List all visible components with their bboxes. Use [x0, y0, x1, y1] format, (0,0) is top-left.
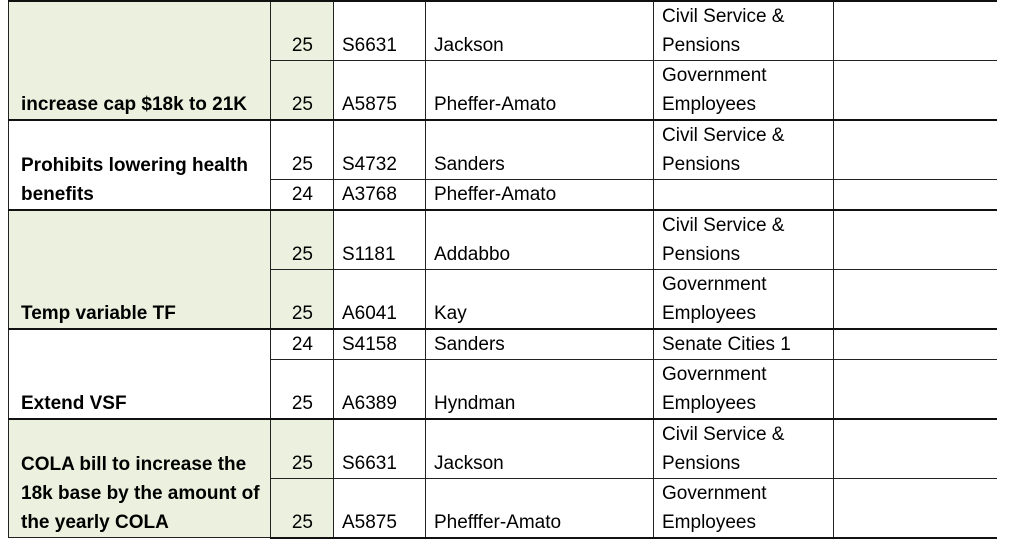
table-row — [9, 329, 997, 360]
sponsor-cell: Sanders — [426, 120, 654, 180]
committee-cell: Government Employees — [654, 269, 834, 329]
table-body — [9, 1, 997, 538]
session-year-cell: 25 — [271, 61, 334, 121]
committee-cell: Government Employees — [654, 359, 834, 419]
bill-number-cell: A5875 — [334, 478, 426, 538]
sponsor-cell: Sanders — [426, 329, 654, 360]
committee-cell: Government Employees — [654, 61, 834, 121]
bill-number-cell: S4732 — [334, 120, 426, 180]
bill-description: Prohibits lowering health benefits — [9, 120, 271, 210]
bill-description: increase cap $18k to 21K — [9, 1, 271, 120]
empty-notes-cell — [834, 359, 997, 419]
session-year-cell: 24 — [271, 180, 334, 210]
session-year-cell: 24 — [271, 329, 334, 360]
committee-cell: Government Employees — [654, 478, 834, 538]
sponsor-cell: Addabbo — [426, 210, 654, 270]
empty-notes-cell — [834, 180, 997, 210]
bill-description: Extend VSF — [9, 329, 271, 419]
bill-description: COLA bill to increase the 18k base by the amount of the yearly COLA — [9, 419, 271, 538]
table-row — [9, 210, 997, 270]
sponsor-cell: Hyndman — [426, 359, 654, 419]
sponsor-cell: Jackson — [426, 419, 654, 479]
session-year-cell: 25 — [271, 269, 334, 329]
bill-number-cell: S6631 — [334, 1, 426, 61]
table-row — [9, 1, 997, 61]
sponsor-cell: Pheffer-Amato — [426, 61, 654, 121]
table-row — [9, 419, 997, 479]
empty-notes-cell — [834, 329, 997, 360]
bill-number-cell: A5875 — [334, 61, 426, 121]
empty-notes-cell — [834, 61, 997, 121]
bill-number-cell: S1181 — [334, 210, 426, 270]
sponsor-cell: Pheffer-Amato — [426, 180, 654, 210]
bill-number-cell: A6389 — [334, 359, 426, 419]
bill-number-cell: S6631 — [334, 419, 426, 479]
bill-description: Temp variable TF — [9, 210, 271, 329]
legislation-table — [8, 0, 997, 539]
table-row — [9, 120, 997, 180]
session-year-cell: 25 — [271, 419, 334, 479]
bill-number-cell: A6041 — [334, 269, 426, 329]
empty-notes-cell — [834, 419, 997, 479]
committee-cell: Civil Service & Pensions — [654, 419, 834, 479]
session-year-cell: 25 — [271, 359, 334, 419]
bill-number-cell: S4158 — [334, 329, 426, 360]
sponsor-cell: Jackson — [426, 1, 654, 61]
sponsor-cell: Phefffer-Amato — [426, 478, 654, 538]
session-year-cell: 25 — [271, 478, 334, 538]
empty-notes-cell — [834, 1, 997, 61]
empty-notes-cell — [834, 478, 997, 538]
committee-cell: Civil Service & Pensions — [654, 210, 834, 270]
session-year-cell: 25 — [271, 210, 334, 270]
empty-notes-cell — [834, 269, 997, 329]
committee-cell — [654, 180, 834, 210]
committee-cell: Civil Service & Pensions — [654, 1, 834, 61]
bill-number-cell: A3768 — [334, 180, 426, 210]
empty-notes-cell — [834, 120, 997, 180]
committee-cell: Senate Cities 1 — [654, 329, 834, 360]
committee-cell: Civil Service & Pensions — [654, 120, 834, 180]
session-year-cell: 25 — [271, 120, 334, 180]
empty-notes-cell — [834, 210, 997, 270]
sponsor-cell: Kay — [426, 269, 654, 329]
session-year-cell: 25 — [271, 1, 334, 61]
